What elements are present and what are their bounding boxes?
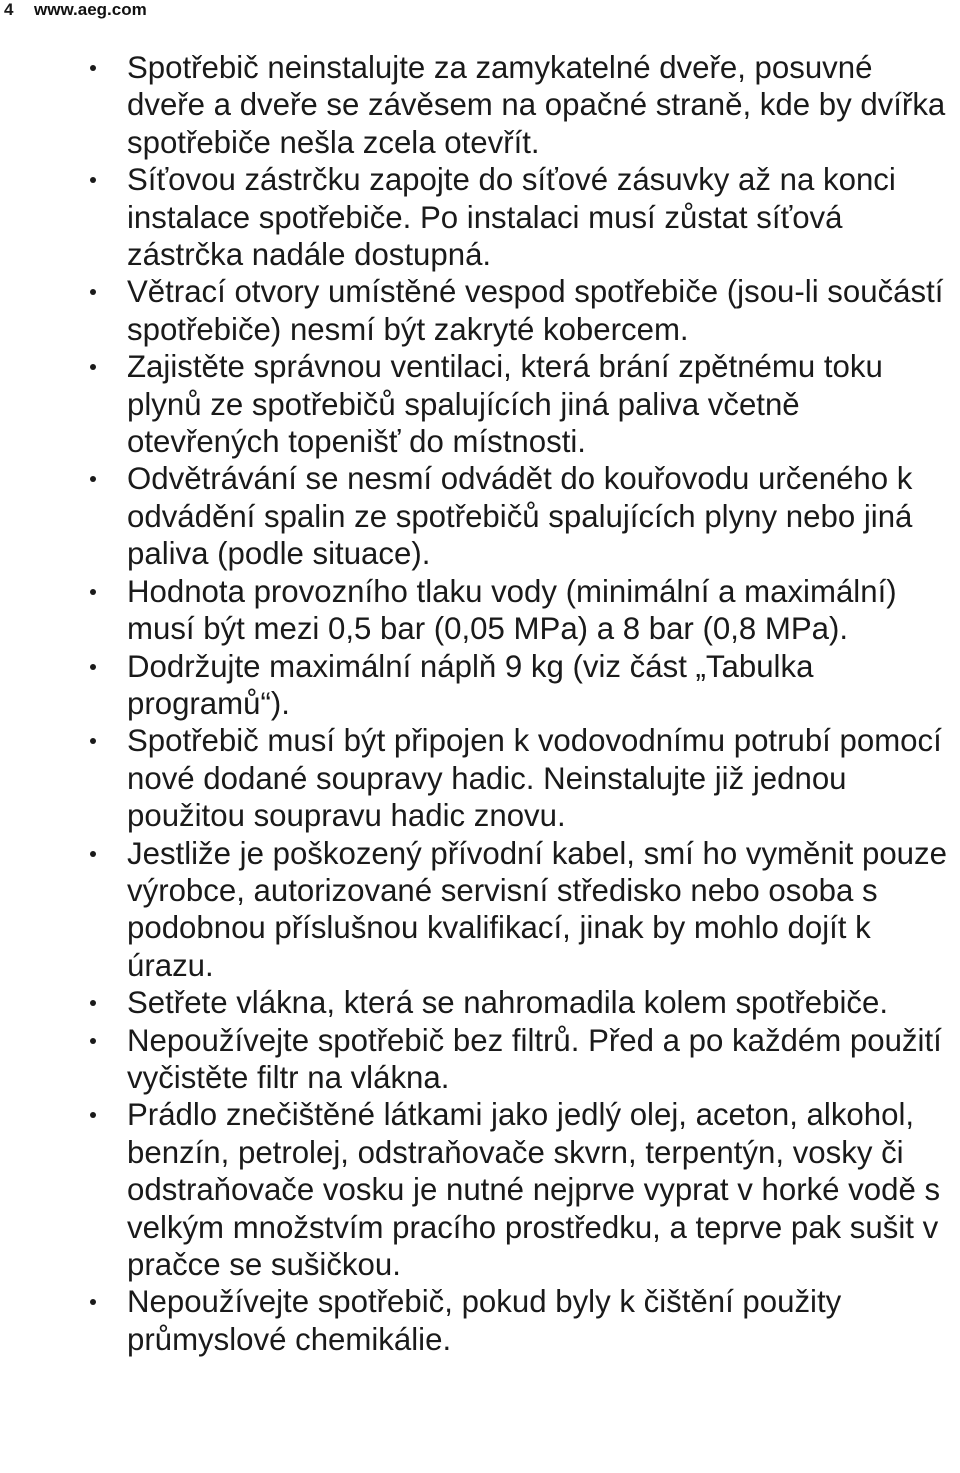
list-item-text: Spotřebič musí být připojen k vodovodnímu potrubí pomocí nové dodané soupravy hadic. Neinstalujte již jednou použitou soupravu hadic znovu.: [127, 723, 942, 834]
list-item: [90, 1096, 952, 1283]
list-item: [90, 1283, 952, 1358]
list-item: [90, 648, 952, 723]
page-header: [4, 0, 147, 24]
bullet-icon: [90, 1299, 96, 1305]
list-item-text: Nepoužívejte spotřebič bez filtrů. Před a po každém použití vyčistěte filtr na vlákna.: [127, 1022, 942, 1095]
list-item: [90, 273, 952, 348]
list-item: [90, 161, 952, 273]
list-item-text: Jestliže je poškozený přívodní kabel, smí ho vyměnit pouze výrobce, autorizované servisní středisko nebo osoba s podobnou příslušnou kvalifikací, jinak by mohlo dojít k úrazu.: [127, 835, 947, 983]
bullet-icon: [90, 476, 96, 482]
list-item-text: Hodnota provozního tlaku vody (minimální a maximální) musí být mezi 0,5 bar (0,05 MPa) a 8 bar (0,8 MPa).: [127, 573, 897, 647]
list-item: [90, 348, 952, 460]
list-item-text: Setřete vlákna, která se nahromadila kolem spotřebiče.: [127, 985, 889, 1021]
site-url: www.aeg.com: [34, 0, 147, 19]
list-item: [90, 573, 952, 648]
list-item-text: Dodržujte maximální náplň 9 kg (viz část „Tabulka programů“).: [127, 648, 814, 721]
list-item: [90, 984, 952, 1021]
list-item: [90, 835, 952, 985]
bullet-icon: [90, 1112, 96, 1118]
bullet-icon: [90, 1000, 96, 1006]
bullet-icon: [90, 589, 96, 595]
bullet-icon: [90, 289, 96, 295]
list-item-text: Nepoužívejte spotřebič, pokud byly k čištění použity průmyslové chemikálie.: [127, 1284, 842, 1357]
list-item: [90, 460, 952, 572]
list-item: [90, 49, 952, 161]
bullet-icon: [90, 851, 96, 857]
page-number: 4: [4, 0, 14, 19]
bullet-icon: [90, 738, 96, 744]
list-item-text: Odvětrávání se nesmí odvádět do kouřovodu určeného k odvádění spalin ze spotřebičů spalujících plyny nebo jiná paliva (podle situace).: [127, 461, 913, 572]
list-item-text: Zajistěte správnou ventilaci, která brání zpětnému toku plynů ze spotřebičů spalujících jiná paliva včetně otevřených topenišť do místnosti.: [127, 349, 883, 460]
list-item: [90, 722, 952, 834]
list-item-text: Větrací otvory umístěné vespod spotřebiče (jsou-li součástí spotřebiče) nesmí být zakryté kobercem.: [127, 274, 944, 347]
list-item-text: Spotřebič neinstalujte za zamykatelné dveře, posuvné dveře a dveře se závěsem na opačné straně, kde by dvířka spotřebiče nešla zcela otevřít.: [127, 50, 946, 160]
list-item-text: Síťovou zástrčku zapojte do síťové zásuvky až na konci instalace spotřebiče. Po instalaci musí zůstat síťová zástrčka nadále dostupná.: [127, 162, 896, 273]
list-item: [90, 1022, 952, 1097]
bullet-icon: [90, 664, 96, 670]
list-item-text: Prádlo znečištěné látkami jako jedlý olej, aceton, alkohol, benzín, petrolej, odstraňovače skvrn, terpentýn, vosky či odstraňovače vosku je nutné nejprve vyprat v horké vodě s velkým množstvím pracího prostředku, a teprve pak sušit v pračce se sušičkou.: [127, 1097, 941, 1282]
bullet-icon: [90, 1038, 96, 1044]
bullet-icon: [90, 177, 96, 183]
bullet-icon: [90, 65, 96, 71]
bullet-icon: [90, 364, 96, 370]
safety-instructions-list: [90, 49, 952, 1358]
